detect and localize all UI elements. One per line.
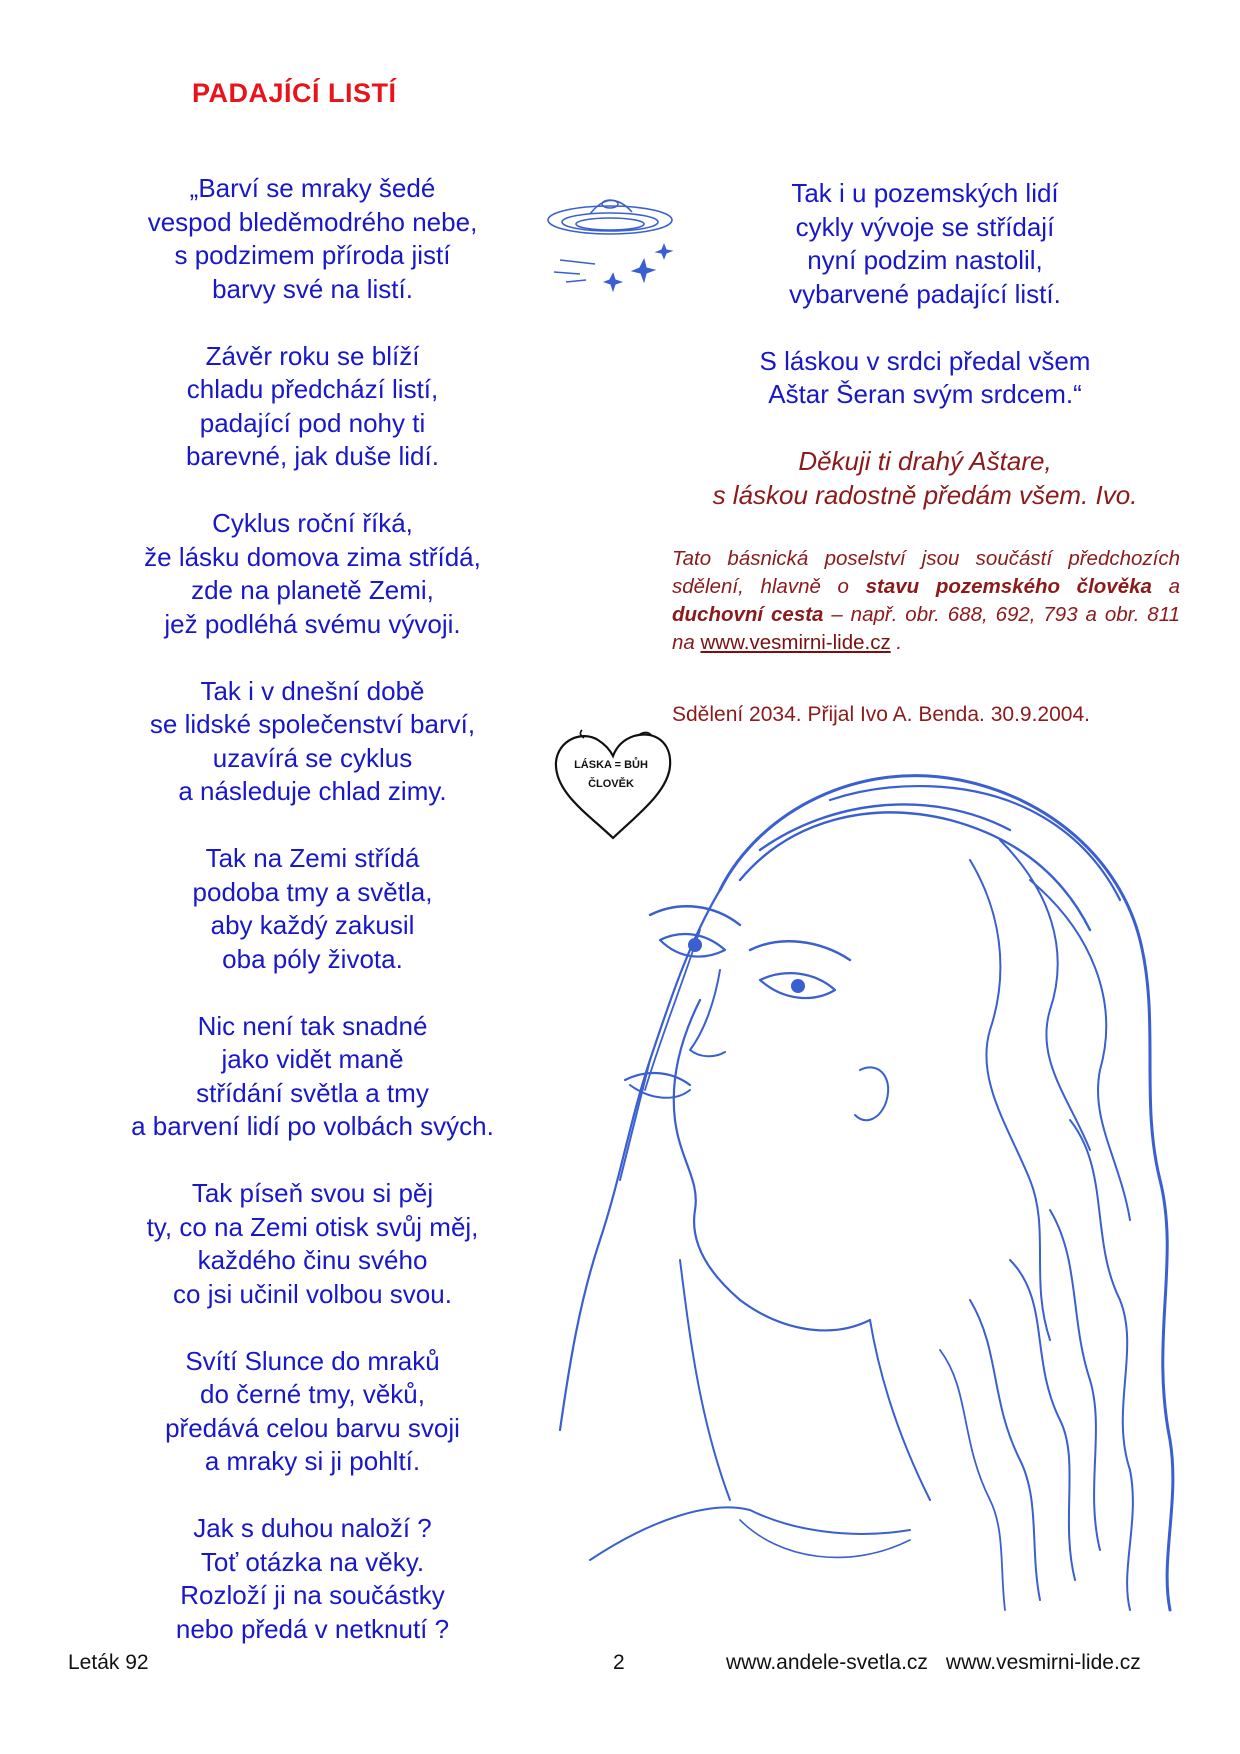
- poem-line: „Barví se mraky šedé: [189, 173, 436, 203]
- reference-note: [672, 545, 1180, 657]
- heart-badge-line: LÁSKA = BŮH: [574, 759, 648, 771]
- stanza: [100, 1177, 525, 1311]
- poem-line: barevné, jak duše lidí.: [186, 441, 439, 471]
- poem-line: jež podléhá svému vývoji.: [164, 608, 461, 639]
- stanza: [100, 1345, 525, 1479]
- poem-line: a barvení lidí po volbách svých.: [131, 1111, 494, 1141]
- stanza: [100, 172, 525, 306]
- poem-line: Tak i u pozemských lidí: [791, 178, 1059, 208]
- note-link[interactable]: www.vesmirni-lide.cz: [700, 631, 891, 654]
- poem-line: zde na planetě Zemi,: [191, 575, 434, 605]
- poem-line: uzavírá se cyklus: [212, 742, 413, 773]
- poem-line: podoba tmy a světla,: [192, 876, 433, 907]
- poem-line: S láskou v srdci předal všem: [759, 345, 1091, 376]
- poem-line: co jsi učinil volbou svou.: [173, 1278, 452, 1309]
- stanza: [660, 177, 1190, 311]
- poem-right-column: [660, 177, 1190, 445]
- note-text: Tato básnická poselství jsou součástí předchozích sdělení, hlavně o: [672, 547, 1180, 598]
- note-text: .: [890, 631, 903, 654]
- poem-line: Cyklus roční říká,: [212, 508, 413, 538]
- stanza: [100, 507, 525, 641]
- poem-line: chladu předchází listí,: [186, 374, 439, 404]
- heart-badge-line: ČLOVĚK: [588, 778, 634, 790]
- note-bold: stavu pozemského člověka: [865, 575, 1152, 598]
- poem-line: Aštar Šeran svým srdcem.“: [768, 379, 1082, 409]
- note-text: – např. obr. 688, 692, 793 a obr. 811 na: [672, 603, 1180, 654]
- poem-line: a mraky si ji pohltí.: [204, 1446, 421, 1476]
- poem-line: Tak i v dnešní době: [200, 675, 425, 706]
- poem-line: Nic není tak snadné: [197, 1010, 428, 1041]
- poem-line: padající pod nohy ti: [199, 407, 426, 438]
- thanks-line: s láskou radostně předám všem. Ivo.: [712, 480, 1138, 510]
- poem-line: aby každý zakusil: [210, 910, 415, 940]
- poem-line: se lidské společenství barví,: [149, 709, 476, 739]
- woman-portrait-sketch: [530, 740, 1180, 1620]
- poem-line: oba póly života.: [222, 943, 403, 974]
- footer-page-number: 2: [613, 1651, 625, 1674]
- poem-line: a následuje chlad zimy.: [178, 776, 447, 806]
- thanks-note: [660, 444, 1190, 512]
- poem-left-column: [100, 172, 525, 1680]
- poem-line: Jak s duhou naloží ?: [193, 1513, 432, 1543]
- footer-url-link[interactable]: www.andele-svetla.cz: [726, 1651, 928, 1674]
- poem-line: cykly vývoje se střídají: [795, 211, 1055, 242]
- poem-line: Závěr roku se blíží: [205, 340, 420, 371]
- message-info: Sdělení 2034. Přijal Ivo A. Benda. 30.9.2004.: [672, 703, 1090, 726]
- poem-line: jako vidět maně: [221, 1044, 404, 1074]
- poem-line: Svítí Slunce do mraků: [185, 1345, 440, 1376]
- poem-line: střídání světla a tmy: [196, 1077, 429, 1108]
- poem-line: vespod bleděmodrého nebe,: [147, 206, 478, 237]
- poem-line: Toť otázka na věky.: [200, 1546, 425, 1577]
- note-text: a: [1151, 575, 1180, 598]
- poem-line: Tak na Zemi střídá: [205, 843, 420, 873]
- poem-line: Tak píseň svou si pěj: [191, 1178, 434, 1208]
- poem-line: vybarvené padající listí.: [789, 278, 1061, 309]
- thanks-line: Děkuji ti drahý Aštare,: [798, 446, 1052, 476]
- poem-line: že lásku domova zima střídá,: [144, 541, 481, 572]
- ufo-sketch-icon: [540, 180, 680, 310]
- note-bold: duchovní cesta: [672, 603, 824, 626]
- footer-url-link[interactable]: www.vesmirni-lide.cz: [945, 1651, 1141, 1674]
- page-title: PADAJÍCÍ LISTÍ: [192, 78, 397, 108]
- poem-line: Rozloží ji na součástky: [180, 1580, 445, 1610]
- stanza: [100, 1512, 525, 1646]
- footer-leaflet-number: Leták 92: [68, 1651, 149, 1674]
- poem-line: do černé tmy, věků,: [200, 1379, 425, 1409]
- poem-line: nebo předá v netknutí ?: [175, 1613, 450, 1644]
- footer-urls: [726, 1651, 1141, 1675]
- poem-line: ty, co na Zemi otisk svůj měj,: [146, 1211, 479, 1242]
- stanza: [100, 842, 525, 976]
- poem-line: nyní podzim nastolil,: [807, 245, 1043, 275]
- poem-line: s podzimem příroda jistí: [174, 240, 451, 270]
- poem-line: každého činu svého: [197, 1245, 428, 1275]
- poem-line: barvy své na listí.: [212, 273, 413, 304]
- poem-line: předává celou barvu svoji: [165, 1412, 460, 1443]
- stanza: [100, 1010, 525, 1144]
- stanza: [100, 340, 525, 474]
- stanza: [100, 675, 525, 809]
- stanza: [660, 345, 1190, 412]
